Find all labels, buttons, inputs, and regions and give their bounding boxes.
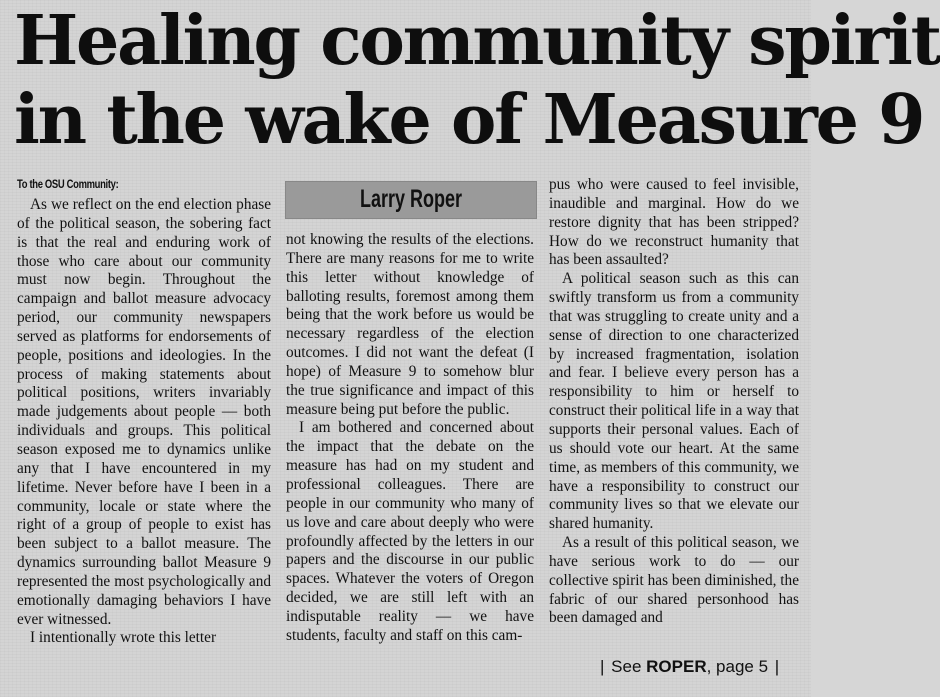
headline-line-2: in the wake of Measure 9 [14,80,924,160]
jump-see: See [611,657,642,676]
paragraph: I intentionally wrote this letter [30,629,217,647]
jump-page: , page 5 [706,657,769,676]
paragraph: A political season such as this can swiftly transform us from a community that was struggling to create unity and a sense of direction to one characterized by increased fragmentation, isolation and fear. I believe every person has a responsibility to him or herself to construct their political life in a way that supports their personal values. Each of us should vote our heart. At the same time, as members of this community, we have a responsibility to construct our community lives so that we elevate our shared humanity. [549,270,799,533]
paragraph: pus who were caused to feel invisible, inaudible and marginal. How do we restore dignity that has been stripped? How do we reconstruct humanity that has been assaulted? [549,176,799,269]
jump-bar-left: | [600,657,605,676]
byline-box [285,181,537,219]
article-column-3 [549,176,799,628]
paragraph: As we reflect on the end election phase of the political season, the sobering fact is that the real and enduring work of those who care about our community must now begin. Throughout the campaign and ballot measure advocacy period, our community newspapers served as platforms for endorsements of people, positions and ideologies. In the process of making statements about political positions, writers invariably made judgements about people — both individuals and groups. This political season exposed me to dynamics unlike any that I have encountered in my lifetime. Never before have I been in a community, locale or state where the right of a group of people to exist has been subject to a ballot measure. The dynamics surrounding ballot Measure 9 represented the most psychologically and emotionally damaging behaviors I have ever witnessed. [17,196,271,628]
article-column-2 [286,231,534,646]
jump-bar-right: | [774,657,780,676]
headline-line-1: Healing community spirit [14,1,940,81]
byline: Larry Roper [359,185,463,213]
paragraph: As a result of this political season, we have serious work to do — our collective spirit has been diminished, the fabric of our shared personhood has been damaged and [549,534,799,627]
article-column-1 [17,196,271,648]
paragraph: not knowing the results of the elections. There are many reasons for me to write this letter without knowledge of balloting results, foremost among them being that the work before us would be necessary regardless of the election outcomes. I did not want the defeat (I hope) of Measure 9 to somehow blur the true significance and impact of this measure being put before the public. [286,231,534,418]
jump-keyword: ROPER [646,657,707,676]
paragraph: I am bothered and concerned about the impact that the debate on the measure has had on my student and professional colleagues. There are people in our community who many of us love and care about deeply who were profoundly affected by the letters in our papers and the discourse in our public spaces. Whatever the voters of Oregon decided, we are still left with an indisputable reality — we have students, faculty and staff on this cam- [286,419,534,644]
headline [14,1,940,160]
salutation: To the OSU Community: [17,179,119,191]
continued-jump-line [598,657,781,677]
